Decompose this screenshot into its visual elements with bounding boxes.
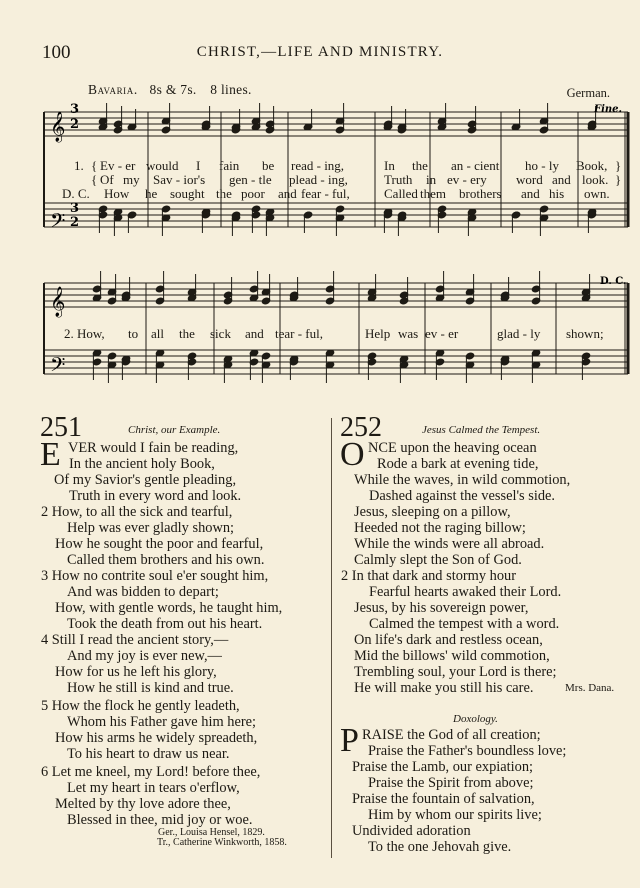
verse-line: 5 How the flock he gently leadeth, xyxy=(41,698,240,714)
lyric-syllable: and xyxy=(521,186,540,201)
verse-line: And my joy is ever new,— xyxy=(67,648,222,664)
attribution: Tr., Catherine Winkworth, 1858. xyxy=(157,837,287,848)
lyric-syllable: word xyxy=(516,172,543,187)
time-signature: 3 xyxy=(70,102,80,117)
verse-line: Heeded not the raging billow; xyxy=(354,520,526,536)
lyric-syllable: own. xyxy=(584,186,610,201)
verse-line: Jesus, sleeping on a pillow, xyxy=(354,504,511,520)
verse-line: 3 How no contrite soul e'er sought him, xyxy=(41,568,269,584)
music-lyric-line-1c xyxy=(0,186,640,200)
music-lyric-line-1a xyxy=(0,158,640,172)
verse-line: Praise the Father's boundless love; xyxy=(368,743,567,759)
verse-line: And was bidden to depart; xyxy=(67,584,219,600)
stanza-1 xyxy=(354,440,571,568)
lyric-syllable: Book, xyxy=(576,158,608,173)
drop-cap: O xyxy=(340,436,365,473)
stanza-2 xyxy=(341,568,561,696)
fine-mark: Fine. xyxy=(594,104,623,115)
tune-name: Bavaria. xyxy=(88,82,138,97)
verse-line: Praise the fountain of salvation, xyxy=(352,791,535,807)
tune-meter: 8s & 7s. xyxy=(149,82,197,97)
verse-line: To the one Jehovah give. xyxy=(368,839,512,855)
lyric-syllable: poor xyxy=(241,186,265,201)
lyric-syllable: be xyxy=(262,158,275,173)
lyric-syllable: Truth xyxy=(384,172,413,187)
lyric-syllable: his xyxy=(549,186,565,201)
verse-line: To his heart to draw us near. xyxy=(67,746,230,762)
lyric-syllable: In xyxy=(384,158,395,173)
lyric-syllable: Called xyxy=(384,186,418,201)
lyric-syllable: the xyxy=(216,186,232,201)
stanza-4 xyxy=(41,632,234,696)
verse-line: Mid the billows' wild commotion, xyxy=(354,648,550,664)
lyric-syllable: plead - ing, xyxy=(289,172,348,187)
verse-line: While the winds were all abroad. xyxy=(354,536,545,552)
hymn-heading: Christ, our Example. xyxy=(128,424,221,436)
verse-line: Let my heart in tears o'erflow, xyxy=(67,780,240,796)
verse-line: Melted by thy love adore thee, xyxy=(55,796,231,812)
lyric-brace-icon: { xyxy=(91,172,98,187)
lyric-syllable: glad - ly xyxy=(497,326,541,341)
verse-line: While the waves, in wild commotion, xyxy=(354,472,571,488)
lyric-syllable: and xyxy=(245,326,264,341)
bass-clef-icon: 𝄢 xyxy=(50,209,66,237)
verse-line: RAISE the God of all creation; xyxy=(362,727,541,743)
verse-line: Jesus, by his sovereign power, xyxy=(354,600,529,616)
lyric-syllable: would xyxy=(146,158,179,173)
lyric-syllable: read - ing, xyxy=(291,158,345,173)
tune-composer: German. xyxy=(566,86,610,100)
verse-line: Praise the Spirit from above; xyxy=(368,775,534,791)
verse-line: In the ancient holy Book, xyxy=(69,456,215,472)
lyric-syllable: and xyxy=(552,172,571,187)
column-divider xyxy=(331,418,332,858)
attribution: Mrs. Dana. xyxy=(565,682,615,694)
verse-line: How he still is kind and true. xyxy=(67,680,234,696)
lyric-syllable: look. xyxy=(582,172,609,187)
verse-line: On life's dark and restless ocean, xyxy=(354,632,543,648)
lyric-syllable: ev - ery xyxy=(447,172,487,187)
attribution: Ger., Louisa Hensel, 1829. xyxy=(158,827,265,838)
lyric-syllable: the xyxy=(412,158,428,173)
stanza-5 xyxy=(41,698,257,762)
verse-line: How he sought the poor and fearful, xyxy=(55,536,264,552)
verse-line: Dashed against the vessel's side. xyxy=(369,488,556,504)
verse-line: Blessed in thee, mid joy or woe. xyxy=(67,812,253,828)
verse-line: Calmed the tempest with a word. xyxy=(369,616,560,632)
page-number: 100 xyxy=(42,42,71,63)
lyric-syllable: Of xyxy=(100,172,114,187)
verse-line: 6 Let me kneel, my Lord! before thee, xyxy=(41,764,261,780)
verse-line: Undivided adoration xyxy=(352,823,471,839)
verse-line: He will make you still his care. xyxy=(354,680,534,696)
lyric-syllable: Ev - er xyxy=(100,158,136,173)
lyric-syllable: tear - ful, xyxy=(275,326,324,341)
lyric-syllable: sought xyxy=(170,186,205,201)
tune-lines: 8 lines. xyxy=(210,82,252,97)
verse-line: Trembling soul, your Lord is there; xyxy=(354,664,557,680)
verse-line: Truth in every word and look. xyxy=(69,488,242,504)
music-lyric-line-1b xyxy=(0,172,640,186)
lyric-syllable: he xyxy=(145,186,158,201)
verse-line: Whom his Father gave him here; xyxy=(67,714,257,730)
time-signature: 2 xyxy=(70,117,80,132)
music-lyric-line-2 xyxy=(0,326,640,340)
verse-line: Of my Savior's gentle pleading, xyxy=(54,472,237,488)
lyric-syllable: fain xyxy=(219,158,240,173)
verse-line: 4 Still I read the ancient story,— xyxy=(41,632,229,648)
lyric-syllable: my xyxy=(123,172,140,187)
lyric-syllable: D. C. xyxy=(62,186,90,201)
lyric-brace-icon: { xyxy=(91,158,98,173)
lyric-syllable: brothers xyxy=(459,186,502,201)
lyric-syllable: them xyxy=(420,186,446,201)
stanza-2 xyxy=(41,504,264,568)
hymn-number: 251 xyxy=(40,412,82,443)
time-signature: 3 xyxy=(70,201,80,216)
hymn-heading: Jesus Calmed the Tempest. xyxy=(422,424,541,436)
lyric-syllable: in xyxy=(426,172,437,187)
stanza-3 xyxy=(41,568,282,632)
hymn-number: 252 xyxy=(340,412,382,443)
time-signature: 2 xyxy=(70,215,80,230)
lyric-syllable: 2. How, xyxy=(64,326,105,341)
verse-line: Help was ever gladly shown; xyxy=(67,520,235,536)
lyric-syllable: sick xyxy=(210,326,231,341)
lyric-syllable: Sav - ior's xyxy=(153,172,206,187)
drop-cap: E xyxy=(40,436,61,473)
lyric-syllable: ho - ly xyxy=(525,158,559,173)
lyric-brace-icon: } xyxy=(615,158,622,173)
dc-mark: D. C. xyxy=(600,276,627,287)
verse-line: Fearful hearts awaked their Lord. xyxy=(369,584,562,600)
lyric-syllable: an - cient xyxy=(451,158,500,173)
running-head: CHRIST,—LIFE AND MINISTRY. xyxy=(196,44,444,60)
verse-line: NCE upon the heaving ocean xyxy=(368,440,537,456)
verse-line: 2 How, to all the sick and tearful, xyxy=(41,504,233,520)
verse-line: VER would I fain be reading, xyxy=(68,440,239,456)
verse-line: Rode a bark at evening tide, xyxy=(377,456,539,472)
lyric-syllable: ev - er xyxy=(425,326,459,341)
lyric-syllable: How xyxy=(104,186,130,201)
lyric-syllable: gen - tle xyxy=(229,172,272,187)
drop-cap: P xyxy=(340,722,359,759)
lyric-syllable: shown; xyxy=(566,326,604,341)
lyric-syllable: 1. xyxy=(74,158,84,173)
lyric-syllable: all xyxy=(151,326,164,341)
stanza-6 xyxy=(41,764,260,828)
lyric-syllable: I xyxy=(196,158,201,173)
verse-line: Called them brothers and his own. xyxy=(67,552,265,568)
stanza-1 xyxy=(54,440,242,504)
verse-line: Him by whom our spirits live; xyxy=(368,807,542,823)
lyric-brace-icon: } xyxy=(615,172,622,187)
lyric-syllable: Help xyxy=(365,326,391,341)
doxology-verse xyxy=(352,727,567,855)
verse-line: How for us he left his glory, xyxy=(55,664,217,680)
verse-line: Calmly slept the Son of God. xyxy=(354,552,522,568)
verse-line: Praise the Lamb, our expiation; xyxy=(352,759,534,775)
lyric-syllable: to xyxy=(128,326,139,341)
treble-clef-icon: 𝄞 xyxy=(50,112,66,142)
doxology-heading: Doxology. xyxy=(453,713,498,725)
verse-line: 2 In that dark and stormy hour xyxy=(341,568,517,584)
lyric-syllable: and xyxy=(278,186,297,201)
lyric-syllable: the xyxy=(179,326,195,341)
verse-line: Took the death from out his heart. xyxy=(67,616,263,632)
treble-clef-icon: 𝄞 xyxy=(50,287,66,317)
verse-line: How, with gentle words, he taught him, xyxy=(55,600,283,616)
verse-line: How his arms he widely spreadeth, xyxy=(55,730,258,746)
lyric-syllable: fear - ful, xyxy=(301,186,350,201)
lyric-syllable: was xyxy=(398,326,419,341)
bass-clef-icon: 𝄢 xyxy=(50,353,66,381)
